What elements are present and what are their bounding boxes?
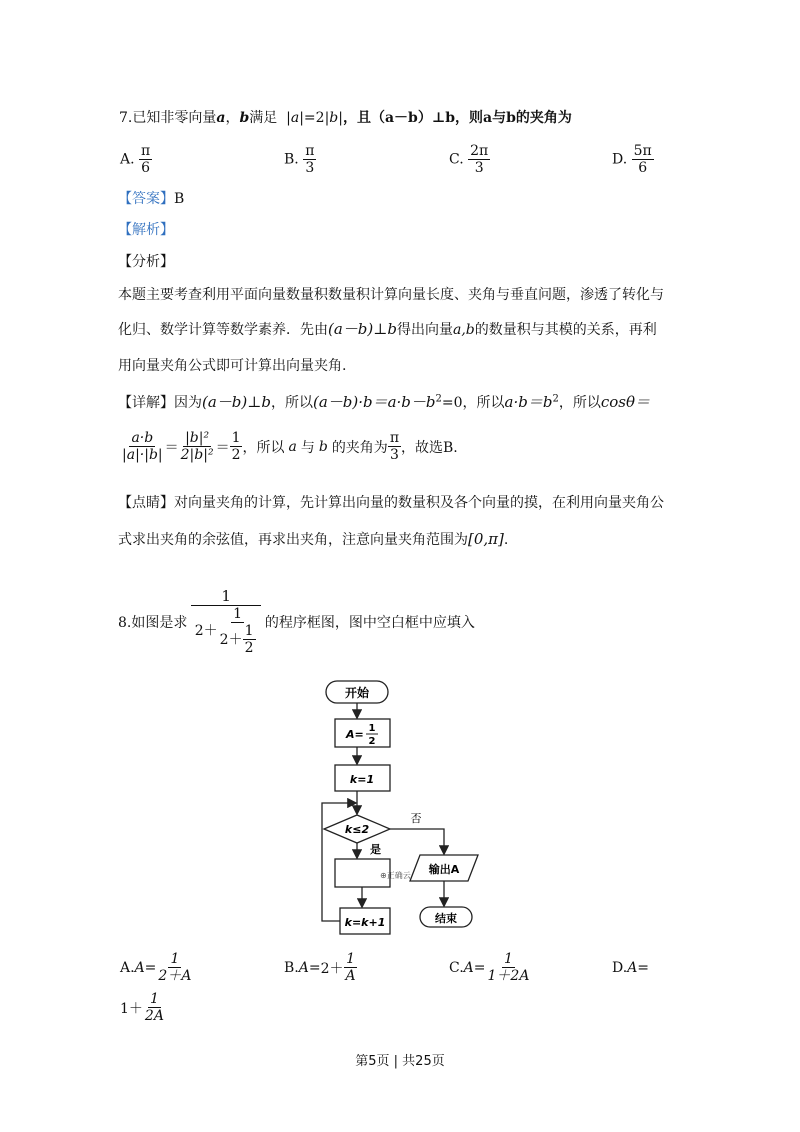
- text: 对向量夹角的计算，先计算出向量的数量积及各个向量的摸，在利用向量夹角公: [174, 495, 664, 511]
- text: 化归、数学计算等数学素养．先由: [118, 322, 328, 338]
- frac-den: 2: [231, 447, 241, 464]
- fenxi-line-1: 本题主要考查利用平面向量数量积数量积计算向量长度、夹角与垂直问题，渗透了转化与: [118, 287, 664, 303]
- comment-tag: 【点睛】: [118, 495, 174, 511]
- end-label: 结束: [435, 912, 457, 925]
- option-label: A.: [120, 151, 135, 168]
- two-plus: 2＋: [219, 631, 243, 648]
- start-label: 开始: [344, 686, 370, 700]
- q7-stem: [119, 107, 572, 127]
- comment-line-2: [118, 529, 508, 549]
- frac-num: π: [389, 430, 400, 446]
- math-expr: a·b＝b: [504, 393, 553, 411]
- sep: ，: [225, 110, 240, 126]
- option-fraction: [143, 991, 166, 1024]
- frac-num: |b|²: [185, 430, 210, 446]
- text: ，所以: [242, 439, 285, 456]
- frac-num: 1: [191, 588, 261, 606]
- frac-num: 1: [170, 951, 180, 967]
- option-label: A.: [120, 959, 135, 976]
- option-label: B.: [284, 959, 299, 976]
- inner-fraction: [218, 606, 258, 656]
- yes-label: 是: [370, 843, 381, 856]
- frac-den: 2: [244, 640, 254, 657]
- vector-b: b: [239, 110, 250, 126]
- q7-option-b: [284, 143, 316, 176]
- q7-option-a: [120, 143, 152, 176]
- frac-den: 2A: [144, 1008, 164, 1025]
- condition-label: k≤2: [344, 823, 370, 836]
- frac-den: 3: [474, 160, 484, 177]
- init-a-lhs: A=: [346, 728, 364, 741]
- option-fraction: [139, 143, 152, 176]
- frac-num: 5π: [633, 143, 652, 159]
- option-label: C.: [449, 151, 464, 168]
- detail-line-2: [120, 430, 458, 463]
- frac-den: 3: [389, 447, 399, 464]
- q7-option-d: [612, 143, 654, 176]
- frac-den: 3: [305, 160, 315, 177]
- frac-den: 6: [638, 160, 648, 177]
- math-expr: cosθ＝: [600, 393, 650, 411]
- frac-num: 1: [346, 951, 356, 967]
- frac-den: [193, 606, 260, 656]
- math-expr: (a－b)⊥b: [328, 320, 397, 338]
- q8-option-c: [449, 951, 531, 984]
- cos-fraction: [120, 430, 165, 463]
- frac-den: 1＋2A: [487, 968, 530, 985]
- frac-num: 2π: [470, 143, 489, 159]
- option-prefix: 1＋: [120, 1000, 143, 1017]
- half-fraction: [230, 430, 243, 463]
- option-lhs: A=: [463, 959, 486, 976]
- init-a-num: 1: [368, 723, 376, 734]
- page-footer: 第5页 | 共25页: [355, 1054, 445, 1069]
- option-fraction: [632, 143, 654, 176]
- option-label: D.: [612, 151, 628, 168]
- text: 与: [300, 439, 315, 456]
- q7-prefix: 7.已知非零向量: [119, 110, 217, 126]
- q8-stem: [118, 588, 475, 657]
- text: ，故选B.: [401, 439, 458, 456]
- option-fraction: [468, 143, 490, 176]
- text: 因为: [174, 395, 202, 411]
- option-prefix: 2＋: [320, 960, 344, 977]
- init-a-den: 2: [368, 736, 376, 747]
- answer-value: B: [174, 191, 185, 207]
- comment-line-1: [118, 492, 664, 512]
- option-lhs: A=: [134, 959, 157, 976]
- q8-option-b: [284, 951, 358, 984]
- frac-num: 1: [244, 623, 254, 640]
- pi-over-3: [388, 430, 401, 463]
- q8-suffix: 的程序框图，图中空白框中应填入: [264, 615, 475, 632]
- option-lhs: A=: [627, 960, 650, 976]
- frac-den: [218, 623, 258, 656]
- math-expr: (a－b)⊥b: [202, 393, 271, 411]
- frac-num: 1: [233, 606, 243, 623]
- equals: ＝: [164, 439, 179, 456]
- answer-line: [118, 188, 184, 208]
- text: 的夹角为: [331, 439, 388, 456]
- fenxi-line-2: [118, 318, 657, 339]
- option-fraction: [156, 951, 193, 984]
- text: 式求出夹角的余弦值，再求出夹角，注意向量夹角范围为: [118, 532, 468, 548]
- frac-num: 1: [149, 991, 159, 1007]
- fenxi-line-3: 用向量夹角公式即可计算出向量夹角.: [118, 358, 347, 374]
- fenxi-tag: 【分析】: [118, 254, 174, 270]
- math-b: b: [318, 438, 328, 455]
- frac-den: 6: [141, 160, 151, 177]
- equals: ＝: [215, 439, 230, 456]
- q8-option-a: [120, 951, 193, 984]
- frac-den: A: [345, 968, 356, 985]
- text: .: [503, 532, 509, 548]
- text: 的数量积与其模的关系，再利: [474, 322, 657, 338]
- abs-b: |b|: [324, 110, 343, 126]
- math-expr: a,b: [452, 322, 475, 338]
- q8-option-d: [612, 960, 649, 976]
- mod-fraction: [179, 430, 216, 463]
- frac-den: 2|b|²: [180, 447, 214, 464]
- math-range: [0,π]: [468, 530, 504, 548]
- text: 得出向量: [396, 322, 453, 338]
- watermark: ⊕正确云: [380, 871, 411, 880]
- init-k-label: k=1: [349, 773, 375, 786]
- detail-line-1: 【详解】因为(a－b)⊥b，所以$(a-b)\cdot b=a\cdot b-b^2=0$，所以$a\cdot b=b^2$，所以cosθ＝: [118, 393, 650, 411]
- option-label: D.: [612, 960, 628, 976]
- q8-prefix: 8.如图是求: [118, 615, 188, 632]
- continued-fraction: [191, 588, 261, 657]
- detail-tag: 【详解】: [118, 395, 174, 411]
- text: ，所以: [558, 395, 601, 411]
- increment-label: k=k+1: [344, 916, 386, 929]
- q7-mid: 满足: [249, 110, 278, 126]
- q7-condition: ，且（a－b）⊥b，则a与b的夹角为: [342, 110, 572, 126]
- eq2: =2: [303, 110, 325, 126]
- option-fraction: [344, 951, 358, 984]
- abs-a: |a|: [286, 110, 304, 126]
- frac-num: π: [141, 143, 151, 159]
- frac-num: a·b: [131, 430, 154, 446]
- output-label: 输出A: [428, 863, 460, 876]
- frac-num: π: [305, 143, 315, 159]
- q8-option-d-continued: [120, 991, 166, 1024]
- frac-num: 1: [504, 951, 513, 967]
- no-label: 否: [410, 812, 422, 825]
- option-fraction: [303, 143, 316, 176]
- flowchart: [300, 675, 500, 945]
- answer-tag: 【答案】: [118, 191, 174, 207]
- text: ，所以: [270, 395, 313, 411]
- q7-option-c: [449, 143, 490, 176]
- option-fraction: [486, 951, 532, 984]
- option-lhs: A=: [298, 959, 321, 976]
- text: =0，所以: [441, 395, 505, 411]
- frac-num: 1: [231, 430, 241, 446]
- vector-a: a: [216, 110, 226, 126]
- innermost-fraction: [243, 623, 256, 656]
- frac-den: |a|·|b|: [122, 447, 163, 464]
- option-label: B.: [284, 151, 299, 168]
- frac-den: 2＋A: [158, 968, 192, 985]
- math-a: a: [288, 438, 297, 455]
- option-label: C.: [449, 959, 464, 976]
- analysis-tag: 【解析】: [118, 222, 174, 238]
- math-expr: (a－b)·b＝a·b－b: [312, 393, 436, 411]
- two-plus: 2＋: [194, 623, 218, 640]
